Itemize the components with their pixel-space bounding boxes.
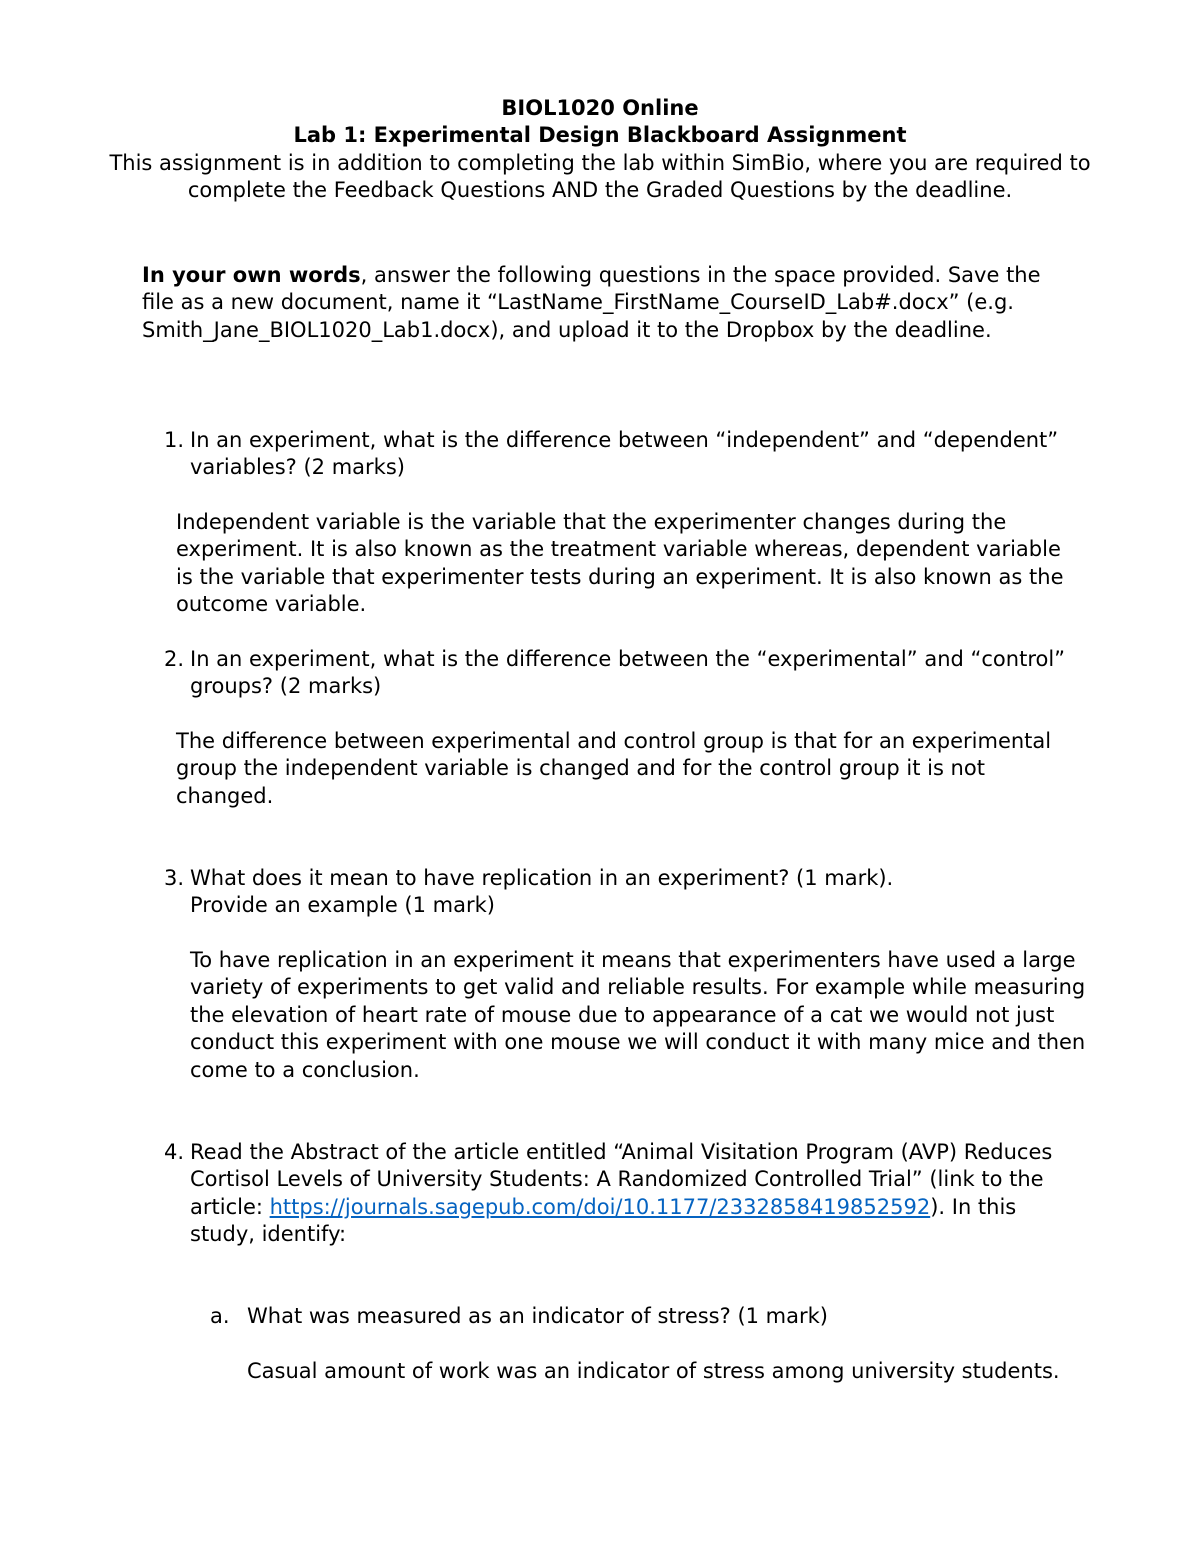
question-2 (142, 646, 1082, 701)
sub-question-text: What was measured as an indicator of stress? (1 mark) (247, 1304, 828, 1328)
sub-question-letter: a. (210, 1304, 230, 1328)
document-header (100, 95, 1100, 205)
question-number: 1. (163, 428, 184, 452)
question-1 (142, 427, 1082, 482)
question-text (190, 1139, 1082, 1249)
question-text-before-link: Read the Abstract of the article entitled “Animal Visitation Program (AVP) Reduces Cortisol Levels of University Students: A Randomized Controlled Trial” (link to the article: (190, 1140, 1053, 1219)
answer-1: Independent variable is the variable that the experimenter changes during the experiment. It is also known as the treatment variable whereas, dependent variable is the variable that experimenter tests during an experiment. It is also known as the outcome variable. (176, 510, 1064, 617)
course-title: BIOL1020 Online (501, 96, 699, 120)
instructions (142, 262, 1062, 344)
question-text (190, 865, 1082, 920)
assignment-note: This assignment is in addition to completing the lab within SimBio, where you are required to complete the Feedback Questions AND the Graded Questions by the deadline. (109, 150, 1091, 203)
answer-3: To have replication in an experiment it means that experimenters have used a large variety of experiments to get valid and reliable results. For example while measuring the elevation of heart rate of mouse due to appearance of a cat we would not just conduct this experiment with one mouse we will conduct it with many mice and then come to a conclusion. (190, 948, 1086, 1082)
question-text: In an experiment, what is the difference between the “experimental” and “control” groups? (2 marks) (190, 647, 1066, 699)
question-number: 2. (163, 647, 184, 671)
question-4 (142, 1139, 1082, 1249)
lab-title: Lab 1: Experimental Design Blackboard Assignment (293, 123, 907, 148)
article-link[interactable]: https://journals.sagepub.com/doi/10.1177/2332858419852592 (269, 1194, 931, 1219)
instructions-paragraph (142, 262, 1062, 344)
answer-2: The difference between experimental and control group is that for an experimental group the independent variable is changed and for the control group it is not changed. (176, 729, 1052, 808)
question-number: 3. (163, 866, 184, 890)
answer-4a: Casual amount of work was an indicator of stress among university students. (247, 1359, 1060, 1383)
instructions-bold-lead: In your own words (142, 263, 361, 287)
question-text-after-link: ). In this study, identify: (190, 1194, 1017, 1247)
question-number: 4. (163, 1140, 184, 1164)
question-text-line-1: What does it mean to have replication in an experiment? (1 mark). (190, 866, 894, 890)
question-3 (142, 865, 1082, 920)
question-text: In an experiment, what is the difference between “independent” and “dependent” variables? (2 marks) (190, 428, 1059, 480)
sub-question-4a (190, 1303, 1070, 1330)
instructions-text: , answer the following questions in the space provided. Save the file as a new document, name it “LastName_FirstName_CourseID_Lab#.docx” (e.g. Smith_Jane_BIOL1020_Lab1.docx), and upload it to the Dropbox by the deadline. (142, 263, 1041, 342)
question-text-line-2: Provide an example (1 mark) (190, 893, 495, 918)
